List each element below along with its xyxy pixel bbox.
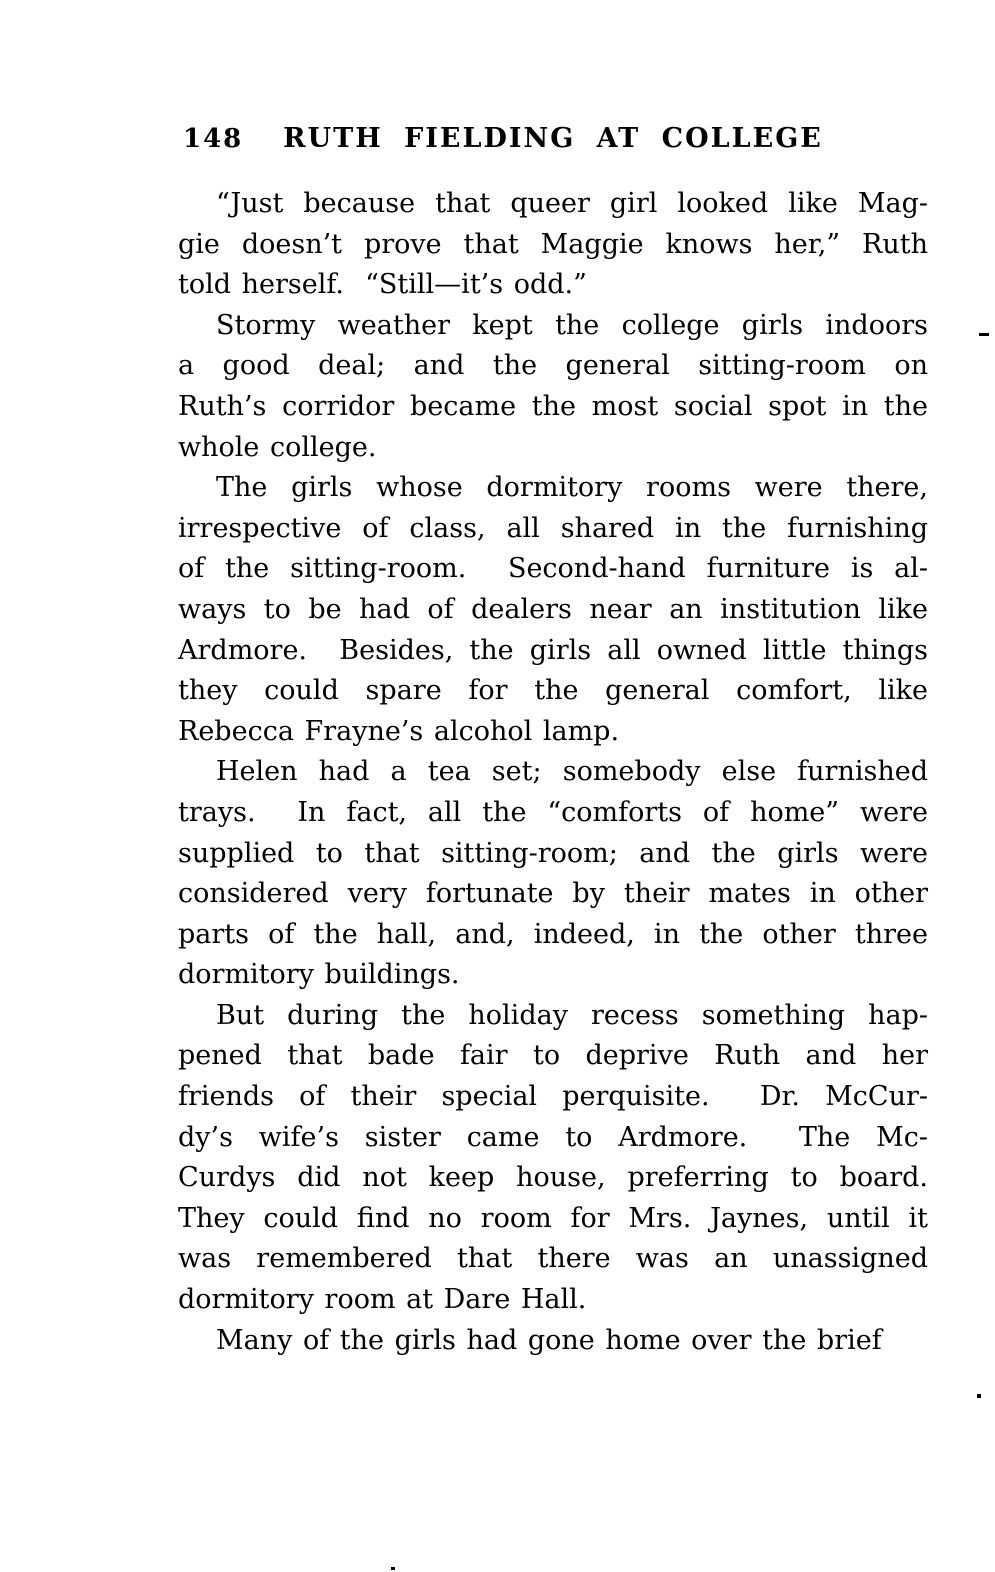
- text-line: was remembered that there was an unassigned: [178, 1243, 928, 1275]
- paragraph: [178, 306, 928, 468]
- text-line: Ruth’s corridor became the most social spot in the: [178, 390, 928, 422]
- paragraph: [178, 468, 928, 752]
- text-line: they could spare for the general comfort, like: [178, 675, 928, 707]
- running-title: RUTH FIELDING AT COLLEGE: [283, 123, 823, 154]
- text-line: gie doesn’t prove that Maggie knows her,” Ruth: [178, 228, 928, 260]
- text-line: “Just because that queer girl looked like Mag-: [216, 188, 928, 219]
- text-line: considered very fortunate by their mates in other: [178, 878, 928, 910]
- text-line: of the sitting-room. Second-hand furniture is al-: [178, 553, 928, 585]
- page-number: 148: [183, 124, 244, 154]
- text-line: Stormy weather kept the college girls indoors: [216, 309, 928, 341]
- scan-artifact-dot: [977, 1394, 981, 1398]
- text-line: a good deal; and the general sitting-room on: [178, 350, 928, 382]
- text-line: The girls whose dormitory rooms were there,: [216, 472, 928, 504]
- text-line: Helen had a tea set; somebody else furnished: [216, 756, 928, 788]
- scan-artifact-dash: [979, 333, 989, 336]
- text-line: irrespective of class, all shared in the furnishing: [178, 512, 928, 544]
- paragraph: [178, 996, 928, 1321]
- text-line: They could find no room for Mrs. Jaynes, until it: [178, 1202, 928, 1234]
- paragraph: [178, 1321, 928, 1362]
- text-line: parts of the hall, and, indeed, in the other three: [178, 918, 928, 950]
- text-line: Curdys did not keep house, preferring to board.: [178, 1162, 928, 1194]
- text-line: whole college.: [178, 431, 377, 463]
- paragraph: [178, 752, 928, 996]
- text-line: But during the holiday recess something hap-: [216, 999, 928, 1031]
- text-line: Many of the girls had gone home over the brief: [216, 1324, 882, 1356]
- text-body: [178, 184, 928, 1361]
- text-line: ways to be had of dealers near an institution like: [178, 593, 928, 625]
- text-line: trays. In fact, all the “comforts of home” were: [178, 796, 928, 828]
- running-head: [178, 122, 928, 164]
- text-line: told herself. “Still—it’s odd.”: [178, 269, 587, 301]
- text-line: Ardmore. Besides, the girls all owned little things: [178, 634, 928, 666]
- text-line: dy’s wife’s sister came to Ardmore. The Mc-: [178, 1121, 928, 1153]
- scan-artifact-dot: [391, 1567, 395, 1570]
- text-line: pened that bade fair to deprive Ruth and her: [178, 1040, 928, 1072]
- text-line: supplied to that sitting-room; and the girls were: [178, 837, 928, 869]
- text-line: dormitory room at Dare Hall.: [178, 1284, 587, 1316]
- text-line: dormitory buildings.: [178, 959, 460, 991]
- text-line: Rebecca Frayne’s alcohol lamp.: [178, 715, 620, 747]
- paragraph: [178, 184, 928, 306]
- text-line: friends of their special perquisite. Dr. McCur-: [178, 1081, 928, 1113]
